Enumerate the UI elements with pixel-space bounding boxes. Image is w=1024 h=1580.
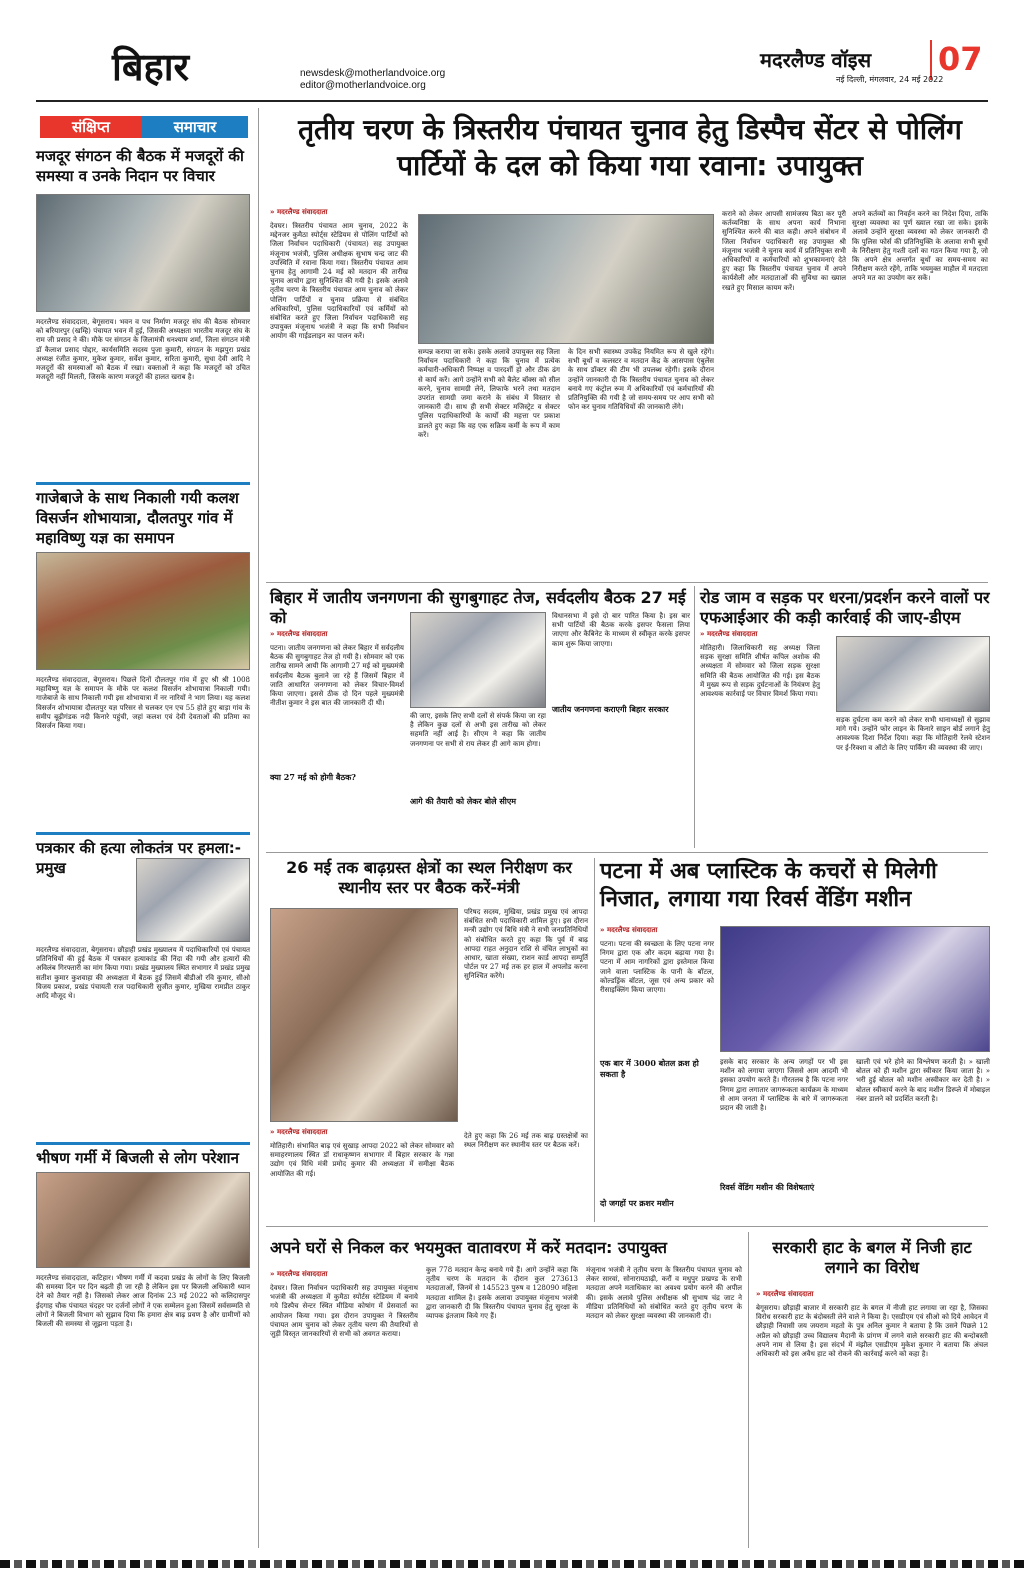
column-divider [694, 586, 695, 848]
vote-column-3: मंजूनाथ भजंत्री ने तृतीय चरण के त्रिस्तरीय पंचायत चुनाव को लेकर सारवां, सोनारायठाढ़ी, करौं व मधुपुर प्रखण्ड के सभी मतदाता अपने मताधिकार का अवश्य प्रयोग करने की अपील की। इसके अलावे पुलिस अधीक्षक श्री सुभाष चंद्र जाट ने मीडिया प्रतिनिधियों को संबोधित करते हुए तृतीय चरण के मतदान को लेकर सुरक्षा व्यवस्था की जानकारी दी। [586, 1266, 742, 1321]
issue-date: नई दिल्ली, मंगलवार, 24 मई 2022 [836, 75, 944, 84]
brief-4-photo [36, 1172, 250, 1268]
flood-photo [270, 908, 458, 1122]
brief-1-headline: मजदूर संगठन की बैठक में मजदूरों की समस्या व उनके निदान पर विचार [36, 147, 244, 185]
haat-byline: » मदरलैण्ड संवाददाता [756, 1290, 814, 1298]
census-byline: » मदरलैण्ड संवाददाता [270, 630, 328, 638]
plastic-photo [720, 926, 990, 1052]
lead-photo [418, 214, 714, 344]
flood-column-2: मोतिहारी। संभावित बाढ़ एवं सुखाड़ आपदा 2022 को लेकर सोमवार को समाहरणालय स्थित डॉ राधाकृष्णन सभागार में बिहार सरकार के गन्ना उद्योग एवं विधि मंत्री प्रमोद कुमार की अध्यक्षता में समीक्षा बैठक आयोजित की गई। [270, 1142, 454, 1178]
census-subhead-2: आगे की तैयारी को लेकर बोले सीएम [410, 796, 517, 806]
flood-column-1: परिषद सदस्य, मुखिया, प्रखंड प्रमुख एवं आपदा संबंधित सभी पदाधिकारी शामिल हुए। इस दौरान मन्त्री उद्योग एवं बिधि मंत्री ने सभी जनप्रतिनिधियों को संबोधित करते हुए कहा कि पूर्व में बाढ़ आपदा राहत अनुदान राशि से वंचित लाभुकों का आधार, खाता संख्या, राशन कार्ड आपदा सम्पूर्ति पोर्टल पर 27 मई तक हर हाल में अपलोड करना सुनिश्चित करेंगे। [464, 908, 588, 981]
masthead-brand: मदरलैण्ड वॉइस [760, 48, 872, 72]
plastic-subhead-2: दो जगहों पर क्रशर मशीन [600, 1198, 674, 1208]
section-rule [266, 1226, 988, 1227]
road-headline: रोड जाम व सड़क पर धरना/प्रदर्शन करने वालों पर एफआईआर की कड़ी कार्रवाई की जाए-डीएम [700, 588, 990, 627]
haat-body: बेगूसराय। छौड़ाही बाजार में सरकारी हाट के बगल में नीजी हाट लगाया जा रहा है, जिसका विरोध सरकारी हाट के बंदोबस्ती लेने वाले ने किया है। एसडीएम एवं सीओ को दिये आवेदन में छौड़ाही निवासी जय जयराम महतो के पुत्र अनिल कुमार ने बताया है कि उसने पिछले 12 अप्रैल को छौड़ाही उच्च विद्यालय मैदानी के प्रांगण में लगने वाले सरकारी हाट की बन्दोबस्ती अपने नाम से लिया है। इस संदर्भ में मंझौल एसडीएम मुकेश कुमार ने बताया कि अंचल अधिकारी को इस अवैध हाट को रोकने की कार्रवाई करने को कहा है। [756, 1304, 988, 1359]
lead-column-4: कराने को लेकर आपसी सामंजस्य बिठा कर पूरी कर्तव्यनिष्ठा के साथ अपना कार्य निभाना सुनिश्चित करने की बात कही। अपने संबोधन में जिला निर्वाचन पदाधिकारी सह उपायुक्त श्री मंजूनाथ भजंत्री ने चुनाव कार्य में प्रतिनियुक्त सभी अधिकारियों व कर्मचारियों को शुभकामनाएं देते हुए कहा कि त्रिस्तरीय पंचायत चुनाव में अपने कार्यशैली और मतदाताओं की सुविधा का ख्याल रखते हुए मिसाल कायम करें। [722, 210, 846, 292]
section-rule [266, 852, 988, 853]
section-title: बिहार [112, 45, 190, 89]
brief-3-headline: पत्रकार की हत्या लोकतंत्र पर हमला:- प्रमुख [36, 832, 250, 878]
brief-2-headline: गाजेबाजे के साथ निकाली गयी कलश विसर्जन शोभायात्रा, दौलतपुर गांव में महाविष्णु यज्ञ का समापन [36, 482, 250, 548]
email-newsdesk[interactable]: newsdesk@motherlandvoice.org [300, 68, 446, 79]
plastic-byline: » मदरलैण्ड संवाददाता [600, 926, 658, 934]
briefs-tag-news: समाचार [142, 116, 248, 138]
vote-column-1: देवघर। जिला निर्वाचन पदाधिकारी सह उपायुक्त मंजूनाथ भजंत्री की अध्यक्षता में कुमैठा स्पोर्टस स्टेडियम में बनाये गये डिस्पैच सेन्टर स्थित मीडिया कोषांग में प्रेसवार्ता का आयोजन किया गया। इस दौरान उपायुक्त ने त्रिस्तरीय पंचायत आम चुनाव को लेकर तृतीय चरण की तैयारियों से जुड़ी विस्तृत जानकारियों से सभी को अवगत कराया। [270, 1284, 418, 1339]
census-column-1: पटना। जातीय जनगणना को लेकर बिहार में सर्वदलीय बैठक की सुगबुगाहट तेज हो गयी है। सोमवार को एक तारीख सामने आयी कि आगामी 27 मई को मुख्यमंत्री सर्वदलीय बैठक बुलाने जा रहे हैं जिसमें बिहार में जाति आधारित जनगणना को लेकर विचार-विमर्श किया जाएगा। इससे ठीक दो दिन पहले मुख्यमंत्री नीतीश कुमार ने इस बात की जानकारी दी थी। [270, 644, 404, 708]
email-editor[interactable]: editor@motherlandvoice.org [300, 80, 426, 91]
lead-headline: तृतीय चरण के त्रिस्तरीय पंचायत चुनाव हेतु डिस्पैच सेंटर से पोलिंग पार्टियों के दल को किया गया रवाना: उपायुक्त [298, 113, 962, 182]
column-divider [748, 1232, 749, 1548]
briefs-tag-brief: संक्षिप्त [40, 116, 142, 138]
plastic-column-1: पटना। पटना की स्वच्छता के लिए पटना नगर निगम द्वारा एक और कदम बढ़ाया गया है। पटना में आम नागरिकों द्वारा इस्तेमाल किया जाने वाला प्लास्टिक के पानी के बॉटल, कोल्डड्रिंक बॉटल, जूस एवं अन्य प्रकार को रीसाइक्लिंग किया जाएगा। [600, 940, 714, 995]
brief-2-body: मदरलैण्ड संवाददाता, बेगूसराय। पिछले दिनों दौलतपुर गांव में हुए श्री श्री 1008 महाविष्णु यज्ञ के समापन के मौके पर कलश विसर्जन शोभायात्रा निकाली गयी। गाजेबाजे के साथ निकाली गयी इस शोभायात्रा में नर नारियों ने भाग लिया। यह कलश विसर्जन शोभायात्रा दौलतपुर यज्ञ परिसर से चलकर एन एच 55 होते हुए बाड़ा गांव के समीप बूढ़ीगंडक नदी किनारे पहुंची, जहां कलश एवं देवी देवताओं की प्रतिमा का विसर्जन किया गया। [36, 676, 250, 731]
plastic-subhead-1: एक बार में 3000 बोतल क्रश हो सकता है [600, 1058, 699, 1079]
lead-column-1: देवघर। त्रिस्तरीय पंचायत आम चुनाव, 2022 के मद्देनजर कुमैठा स्पोर्ट्स स्टेडियम से पोलिंग पार्टियों को जिला निर्वाचन पदाधिकारी (पंचायत) सह उपायुक्त मंजूनाथ भजंत्री, पुलिस अधीक्षक सुभाष चन्द्र जाट की उपस्थिति में रवाना किया गया। त्रिस्तरीय पंचायत आम चुनाव हेतु आगामी 24 मई को मतदान की तारीख चुनाव आयोग द्वारा सुनिश्चित की गयी है। इसके अलावे तृतीय चरण के त्रिस्तरीय पंचायत आम चुनाव को लेकर पोलिंग पार्टियों व चुनाव प्रक्रिया से संबंधित अधिकारियों, पुलिस पदाधिकारियों एवं कर्मियों को संबोधित करते हुए जिला निर्वाचन पदाधिकारी सह उपायुक्त मंजूनाथ भजंत्री ने कहा कि सभी निर्वाचन आयोग की गाईडलाइन का पालन करें। [270, 222, 408, 341]
road-photo [836, 636, 990, 712]
brief-4-body: मदरलैण्ड संवाददाता, कटिहार। भीषण गर्मी में कदवा प्रखंड के लोगों के लिए बिजली की समस्या दिन पर दिन बढ़ती ही जा रही है लेकिन इस पर बिजली अधिकारी ध्यान देने को तैयार नहीं है। जिसको लेकर आज दिनांक 23 मई 2022 को कलिदासपुर ईदगाह चौक पंचायत चंदहर पर दर्जनों लोगों ने एक सम्मेलन हुआ जिसमें सर्वसम्मति से लोगों ने बिजली विभाग को सुझाव दिया कि हमारा क्षेत्र बाढ़ प्रवण है और ग्रामीणों को बिजली की समस्या से जूझना पड़ता है। [36, 1274, 250, 1329]
census-subhead-3: जातीय जनगणना कराएगी बिहार सरकार [552, 704, 669, 714]
header-rule [36, 100, 988, 102]
census-column-3: विधानसभा में इसे दो बार पारित किया है। इस बार सभी पार्टियों की बैठक करके इसपर फैसला लिया जाएगा और कैबिनेट के माध्यम से स्वीकृत करके इसपर काम शुरू किया जाएगा। [552, 612, 690, 648]
vote-column-2: कुल 778 मतदान केन्द्र बनाये गये हैं। आगे उन्होंने कहा कि तृतीय चरण के मतदान के दौरान कुल 273613 मतदाताओं, जिनमें से 145523 पुरुष व 128090 महिला मतदाता शामिल है। इसके अलावा उपायुक्त मंजूनाथ भजंत्री द्वारा जानकारी दी कि त्रिस्तरीय पंचायत चुनाव हेतु सुरक्षा के व्यापक इंतजाम किये गए हैं। [426, 1266, 578, 1321]
lead-column-2: सम्पन्न कराया जा सके। इसके अलावे उपायुक्त सह जिला निर्वाचन पदाधिकारी ने कहा कि चुनाव में प्रत्येक कर्मचारी-अधिकारी निष्पक्ष व पारदर्शी हो और ठीक ढंग से कार्य करें। आगे उन्होंने सभी को बैलेट बॉक्स को सील करने, चुनाव सामग्री लेने, लिफाफे भरने तथा मतदान उपरांत सामग्री जमा कराने के संबंध में विस्तार से जानकारी दी। साथ ही सभी सेक्टर मजिस्ट्रेट व सेक्टर पुलिस पदाधिकारियों के कार्यों की महत्ता पर प्रकाश डालते हुए कहा कि वह एक सक्रिय कर्मी के रूप में काम करें। [418, 348, 560, 439]
census-photo [410, 612, 546, 708]
plastic-subhead-3: रिवर्स वेंडिंग मशीन की विशेषताएं [720, 1182, 815, 1192]
brief-4-headline: भीषण गर्मी में बिजली से लोग परेशान [36, 1142, 250, 1168]
brief-3-photo [136, 858, 250, 942]
road-byline: » मदरलैण्ड संवाददाता [700, 630, 758, 638]
lead-byline: » मदरलैण्ड संवाददाता [270, 208, 328, 216]
brief-1-photo [36, 194, 250, 312]
section-rule [266, 582, 988, 583]
flood-headline: 26 मई तक बाढ़ग्रस्त क्षेत्रों का स्थल निरीक्षण कर स्थानीय स्तर पर बैठक करें-मंत्री [286, 858, 572, 897]
column-divider [258, 108, 259, 1548]
lead-column-3: के दिन सभी स्वास्थ्य उपकेंद्र नियमित रूप से खुले रहेंगे। सभी बूथों व कलस्टर व मतदान केंद्र के आसपास एंबुलेंस के साथ डॉक्टर की टीम भी उपलब्ध रहेगी। इसके दौरान उन्होंने जानकारी दी कि त्रिस्तरीय पंचायत चुनाव को लेकर बनाये गए कंट्रोल रूम में अधिकारियों एवं कर्मचारियों की प्रतिनियुक्ति की गयी है जो समय-समय पर आप सभी को फोन कर चुनाव गतिविधियों की जानकारी लेंगे। [568, 348, 714, 412]
page-number: 07 [938, 40, 983, 78]
lead-column-5: अपने कर्तव्यों का निवर्हन करने का निदेश दिया, ताकि सुरक्षा व्यवस्था का पूर्ण ख्याल रखा जा सके। इसके अलावे उन्होंने सुरक्षा व्यवस्था को लेकर जानकारी दी कि पुलिस फोर्स की प्रतिनियुक्ति के अलावा सभी बूथों के निरीक्षण हेतु गश्ती दलों का गठन किया गया है, जो कि अपने क्षेत्र अन्तर्गत बूथों का समय-समय का निरीक्षण करते रहेंगे, ताकि भयमुक्त माहौल में मतदाता अपने मत का उपयोग कर सकें। [852, 210, 988, 283]
brief-3-body: मदरलैण्ड संवाददाता, बेगूसराय। छौड़ाही प्रखंड मुख्यालय में पदाधिकारियों एवं पंचायत प्रतिनिधियों की हुई बैठक में पत्रकार हत्याकांड की निंदा की गयी और हत्यारों की अविलंब गिरफ्तारी का मांग किया गया। प्रखंड मुख्यालय स्थित सभागार में प्रखंड प्रमुख सतीश कुमार कुशवाहा की अध्यक्षता में बैठक हुई जिसमें बीडीओ रवि कुमार, सीओ विजय प्रकाश, प्रखंड पंचायती राज पदाधिकारी सुजीत कुमार, मुखिया रामप्रीत ठाकुर आदि मौजूद थे। [36, 946, 250, 1001]
vote-headline: अपने घरों से निकल कर भयमुक्त वातावरण में करें मतदान: उपायुक्त [270, 1238, 667, 1257]
registration-strip [0, 1560, 1024, 1568]
road-column-1: मोतिहारी। जिलाधिकारी सह अध्यक्ष जिला सड़क सुरक्षा समिति शीर्षत कपिल अशोक की अध्यक्षता में सोमवार को जिला सड़क सुरक्षा समिति की बैठक आयोजित की गई। इस बैठक में मुख्य रूप से सड़क दुर्घटनाओं के नियंत्रण हेतु आवश्यक कार्रवाई पर विचार विमर्श किया गया। [700, 644, 820, 699]
brief-2-photo [36, 552, 250, 670]
plastic-column-3: खाली एवं भरे होने का विश्लेषण करती है। » खाली बोतल को ही मशीन द्वारा स्वीकार किया जाता है। » भरी हुई बोतल को मशीन अस्वीकार कर देती है। » बोतल स्वीकार्य करने के बाद मशीन डिस्प्ले में मोबाइल नंबर डालने को प्रदर्शित करती है। [856, 1058, 990, 1103]
plastic-column-2: इसके बाद सरकार के अन्य जगहों पर भी इस मशीन को लगाया जाएगा जिससे आम आदमी भी इसका उपयोग करते हैं। गौरतलब है कि पटना नगर निगम द्वारा लगातार जागरूकता कार्यक्रम के माध्यम से आम जनता में प्लास्टिक के बारे में जागरूकता प्रदान की जाती है। [720, 1058, 848, 1113]
flood-column-3: देते हुए कहा कि 26 मई तक बाढ़ ग्रस्तक्षेत्रों का स्थल निरीक्षण कर स्थानीय स्तर पर बैठक करें। [464, 1132, 588, 1150]
column-divider [594, 858, 595, 1222]
census-subhead-1: क्या 27 मई को होगी बैठक? [270, 772, 356, 782]
road-column-2: सड़क दुर्घटना कम करने को लेकर सभी थानाध्यक्षों से सुझाव मांगे गये। उन्होंने फोर लाइन के किनारे साइन बोर्ड लगाने हेतु आवश्यक दिशा निर्देश दिया। कहा कि मोतिहारी रेलवे स्टेशन पर ई-रिक्शा व ऑटो के लिए पार्किंग की व्यवस्था की जाए। [836, 716, 990, 752]
flood-byline: » मदरलैण्ड संवाददाता [270, 1128, 328, 1136]
plastic-headline: पटना में अब प्लास्टिक के कचरों से मिलेगी निजात, लगाया गया रिवर्स वेंडिंग मशीन [600, 859, 937, 912]
census-column-2: की जाए, इसके लिए सभी दलों से संपर्क किया जा रहा है लेकिन कुछ दलों से अभी इस तारीख को लेकर सहमति नहीं आई है। सीएम ने कहा कि जातीय जनगणना पर सभी से राय लेकर ही आगे काम होगा। [410, 712, 546, 748]
haat-headline: सरकारी हाट के बगल में निजी हाट लगाने का विरोध [772, 1238, 972, 1277]
census-headline: बिहार में जातीय जनगणना की सुगबुगाहट तेज, सर्वदलीय बैठक 27 मई को [270, 588, 686, 627]
brief-1-body: मदरलैण्ड संवाददाता, बेगूसराय। भवन व पथ निर्माण मजदूर संघ की बैठक सोमवार को बरियारपुर (खम्हि) पंचायत भवन में हुई, जिसकी अध्यक्षता भारतीय मजदूर संघ के राम जी प्रसाद ने की। मौके पर संगठन के जिलामंत्री धनश्याम शर्मा, जिला संगठन मंत्री डॉ कैलाश प्रसाद पोद्दार, कार्यसमिति सदस्य पुजा कुमारी, संगठन के मझपुरा प्रखंड अध्यक्ष रंजीत कुमार, मुकेश कुमार, सर्वेश कुमार, सरिता कुमारी, सुधा देवी आदि ने मजदूरों की समस्याओं को बैठक में रखा। वक्ताओं ने कहा कि मजदूरों को उचित मजदूरी नहीं मिलती, जिसके कारण मजदूरों की हालत खराब है। [36, 318, 250, 382]
vote-byline: » मदरलैण्ड संवाददाता [270, 1270, 328, 1278]
email-list [300, 68, 445, 92]
